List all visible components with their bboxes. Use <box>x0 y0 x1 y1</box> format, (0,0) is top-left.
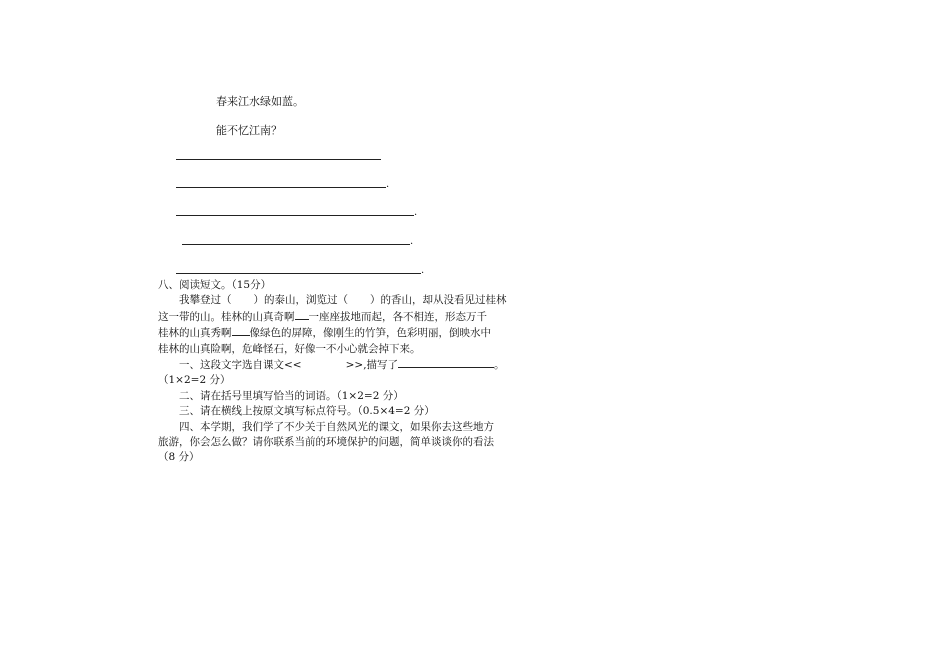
poem-line-2: 能不忆江南？ <box>216 124 282 137</box>
answer-line-4-period: . <box>410 236 414 247</box>
question-4-line-2: 旅游，你会怎么做？请你联系当前的环境保护的问题，简单谈谈你的看法 <box>158 436 494 449</box>
passage-text: 一座座拔地而起，各不相连，形态万千 <box>308 310 487 323</box>
passage-text: 我攀登过（ <box>179 294 232 307</box>
question-2: 二、请在括号里填写恰当的词语。（1×2=2 分） <box>179 389 404 402</box>
punctuation-blank-2[interactable] <box>232 325 250 336</box>
section-heading: 八、阅读短文。（15分） <box>158 279 272 291</box>
answer-blank-q1[interactable] <box>398 357 494 368</box>
passage-line-2 <box>158 309 510 325</box>
question-4-line-1: 四、本学期，我们学了不少关于自然风光的课文，如果你去这些地方 <box>179 420 494 433</box>
passage-text: ）的泰山，浏览过（ <box>253 294 348 307</box>
passage-text: 桂林的山真秀啊 <box>158 327 232 340</box>
answer-line-5[interactable] <box>176 273 421 274</box>
answer-line-2[interactable] <box>176 187 386 188</box>
passage-text: 这一带的山。桂林的山真奇啊 <box>158 310 295 323</box>
answer-line-3[interactable] <box>176 215 414 216</box>
punctuation-blank-1[interactable] <box>295 309 309 320</box>
reading-section <box>158 278 510 466</box>
answer-line-1[interactable] <box>176 159 381 160</box>
question-3: 三、请在横线上按原文填写标点符号。（0.5×4=2 分） <box>179 405 435 418</box>
question-1-score: （1×2=2 分） <box>158 374 231 387</box>
passage-line-3 <box>158 325 510 341</box>
passage-text: ）的香山，却从没看见过桂林 <box>370 294 507 307</box>
passage-line-4: 桂林的山真险啊，危峰怪石，好像一不小心就会掉下来。 <box>158 342 421 355</box>
question-text: 一、这段文字选自课文<< <box>179 359 302 372</box>
passage-text: 像绿色的屏障，像刚生的竹笋，色彩明丽，倒映水中 <box>249 327 491 340</box>
question-4-line-3: （8 分） <box>158 451 200 464</box>
answer-line-5-period: . <box>421 265 425 276</box>
question-text: >>,描写了 <box>345 359 399 372</box>
answer-line-3-period: . <box>414 207 418 218</box>
passage-line-1 <box>158 293 510 308</box>
question-1 <box>158 357 510 373</box>
poem-line-1: 春来江水绿如蓝。 <box>216 95 304 108</box>
question-text: 。 <box>494 359 505 372</box>
answer-line-2-period: . <box>386 179 390 190</box>
answer-line-4[interactable] <box>182 244 410 245</box>
